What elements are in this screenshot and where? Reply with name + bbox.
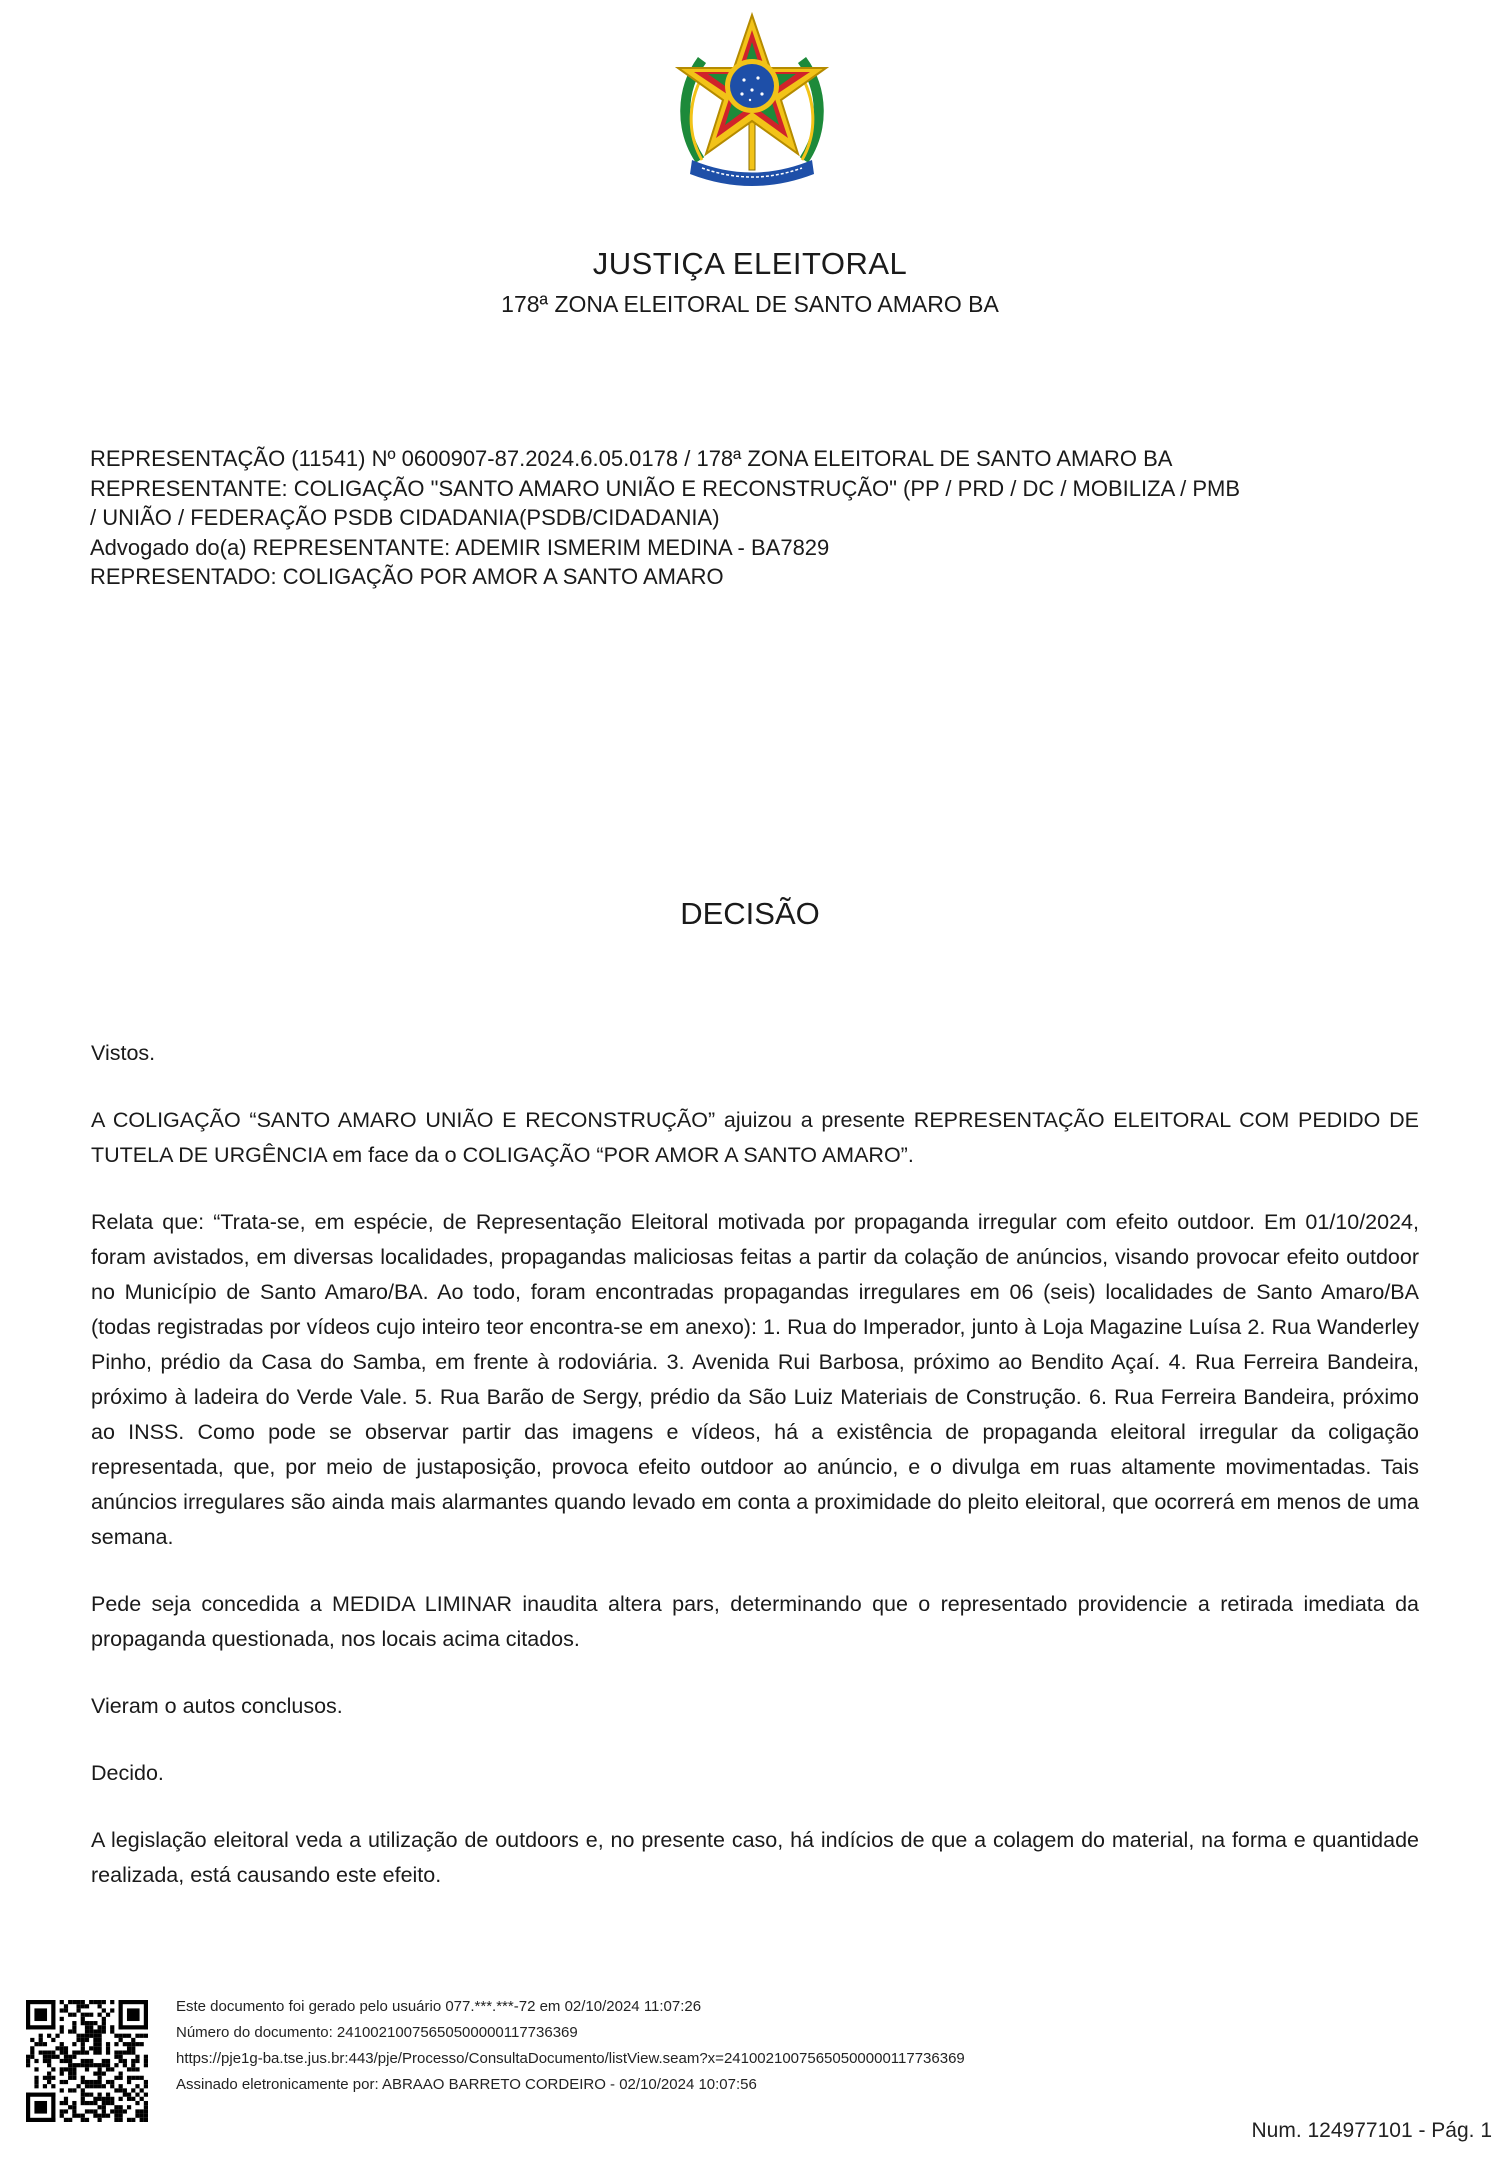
representante-line-continued: / UNIÃO / FEDERAÇÃO PSDB CIDADANIA(PSDB/CIDADANIA)	[90, 505, 720, 530]
paragraph: A COLIGAÇÃO “SANTO AMARO UNIÃO E RECONSTRUÇÃO” ajuizou a presente REPRESENTAÇÃO ELEITORAL COM PEDIDO DE TUTELA DE URGÊNCIA em face da o COLIGAÇÃO “POR AMOR A SANTO AMARO”.	[91, 1108, 1419, 1167]
paragraph: Relata que: “Trata-se, em espécie, de Representação Eleitoral motivada por propaganda irregular com efeito outdoor. Em 01/10/2024, foram avistados, em diversas localidades, propagandas maliciosas feitas a partir da colação de anúncios, visando provocar efeito outdoor no Município de Santo Amaro/BA. Ao todo, foram encontradas propagandas irregulares em 06 (seis) localidades de Santo Amaro/BA (todas registradas por vídeos cujo inteiro teor encontra-se em anexo): 1. Rua do Imperador, junto à Loja Magazine Luísa 2. Rua Wanderley Pinho, prédio da Casa do Samba, em frente à rodoviária. 3. Avenida Rui Barbosa, próximo ao Bendito Açaí. 4. Rua Ferreira Bandeira, próximo à ladeira do Verde Vale. 5. Rua Barão de Sergy, prédio da São Luiz Materiais de Construção. 6. Rua Ferreira Bandeira, próximo ao INSS. Como pode se observar partir das imagens e vídeos, há a existência de propaganda eleitoral irregular da coligação representada, que, por meio de justaposição, provoca efeito outdoor ao anúncio, e o divulga em ruas altamente movimentadas. Tais anúncios irregulares são ainda mais alarmantes quando levado em conta a proximidade do pleito eleitoral, que ocorrerá em menos de uma semana.	[91, 1210, 1419, 1549]
electoral-zone: 178ª ZONA ELEITORAL DE SANTO AMARO BA	[501, 291, 999, 317]
lawyer-line: Advogado do(a) REPRESENTANTE: ADEMIR ISMERIM MEDINA - BA7829	[90, 534, 830, 560]
brazil-coat-of-arms-icon	[672, 10, 832, 190]
generated-by-text: Este documento foi gerado pelo usuário 077.***.***-72 em 02/10/2024 11:07:26	[176, 1998, 702, 2015]
decision-heading: DECISÃO	[680, 896, 820, 931]
decision-body	[91, 1036, 1419, 1925]
representado-line: REPRESENTADO: COLIGAÇÃO POR AMOR A SANTO AMARO	[90, 564, 724, 589]
paragraph: Vistos.	[91, 1041, 156, 1065]
paragraph: Pede seja concedida a MEDIDA LIMINAR inaudita altera pars, determinando que o representado providencie a retirada imediata da propaganda questionada, nos locais acima citados.	[91, 1592, 1419, 1651]
document-footer	[176, 1994, 965, 2098]
paragraph: Vieram o autos conclusos.	[91, 1694, 343, 1718]
paragraph: Decido.	[91, 1761, 164, 1785]
case-number-line: REPRESENTAÇÃO (11541) Nº 0600907-87.2024.6.05.0178 / 178ª ZONA ELEITORAL DE SANTO AMARO BA	[90, 446, 1173, 471]
page-number: Num. 124977101 - Pág. 1	[1251, 2119, 1492, 2142]
qr-code-icon[interactable]	[26, 2000, 148, 2122]
document-url[interactable]: https://pje1g-ba.tse.jus.br:443/pje/Processo/ConsultaDocumento/listView.seam?x=24100210075650500000117736369	[176, 2050, 965, 2067]
representante-line: REPRESENTANTE: COLIGAÇÃO "SANTO AMARO UNIÃO E RECONSTRUÇÃO" (PP / PRD / DC / MOBILIZA / PMB	[90, 475, 1241, 501]
document-number-text: Número do documento: 24100210075650500000117736369	[176, 2024, 578, 2041]
signature-text: Assinado eletronicamente por: ABRAAO BARRETO CORDEIRO - 02/10/2024 10:07:56	[176, 2076, 757, 2093]
paragraph: A legislação eleitoral veda a utilização de outdoors e, no presente caso, há indícios de que a colagem do material, na forma e quantidade realizada, está causando este efeito.	[91, 1828, 1419, 1887]
case-info	[90, 444, 1420, 592]
court-name: JUSTIÇA ELEITORAL	[592, 246, 908, 281]
